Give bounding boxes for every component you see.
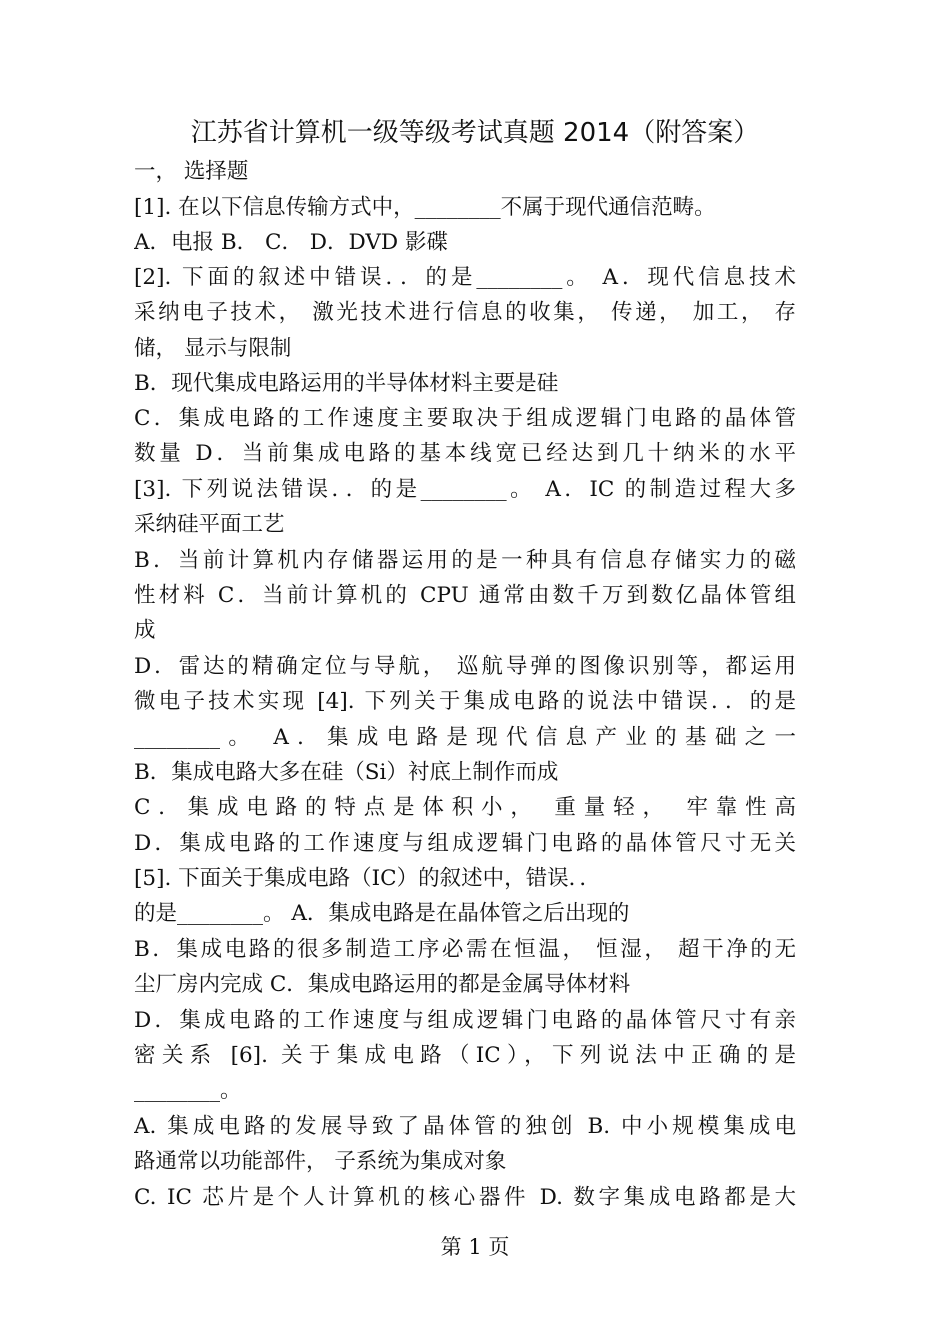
text-line: A. 集成电路的发展导致了晶体管的独创 B. 中小规模集成电 (134, 1114, 796, 1139)
text-line: 微电子技术实现 [4]. 下列关于集成电路的说法中错误．．的是 (134, 689, 796, 714)
text-line: C．集成电路的特点是体积小， 重量轻， 牢靠性高 (134, 795, 796, 820)
text-line: 的是________。 A．集成电路是在晶体管之后出现的 (134, 901, 630, 926)
text-line: 采纳电子技术， 激光技术进行信息的收集， 传递， 加工， 存 (134, 300, 796, 325)
text-line: [2]. 下面的叙述中错误．．的是________。 A．现代信息技术 (134, 265, 796, 290)
text-line: ________。 (134, 1078, 242, 1103)
text-line: 数量 D．当前集成电路的基本线宽已经达到几十纳米的水平 (134, 441, 796, 466)
text-line: B．当前计算机内存储器运用的是一种具有信息存储实力的磁 (134, 548, 796, 573)
page-number: 第 1 页 (440, 1235, 510, 1259)
text-line: [3]. 下列说法错误．．的是________。 A．IC 的制造过程大多 (134, 477, 796, 502)
section-heading: 一， 选择题 (134, 159, 249, 184)
text-line: 尘厂房内完成 C．集成电路运用的都是金属导体材料 (134, 972, 631, 997)
text-line: ________。 A．集成电路是现代信息产业的基础之一 (134, 725, 796, 750)
text-line: D．集成电路的工作速度与组成逻辑门电路的晶体管尺寸有亲 (134, 1008, 796, 1033)
text-line: [1]. 在以下信息传输方式中，________不属于现代通信范畴。 (134, 195, 716, 220)
text-line: C．集成电路的工作速度主要取决于组成逻辑门电路的晶体管 (134, 406, 796, 431)
document-title: 江苏省计算机一级等级考试真题 2014（附答案） (190, 118, 760, 148)
text-line: 储， 显示与限制 (134, 336, 292, 361)
text-line: 路通常以功能部件， 子系统为集成对象 (134, 1149, 507, 1174)
text-line: B．集成电路的很多制造工序必需在恒温， 恒湿， 超干净的无 (134, 937, 796, 962)
text-line: D．雷达的精确定位与导航， 巡航导弹的图像识别等，都运用 (134, 654, 796, 679)
text-line: [5]. 下面关于集成电路（IC）的叙述中，错误．． (134, 866, 601, 891)
text-line: 性材料 C．当前计算机的 CPU 通常由数千万到数亿晶体管组 (134, 583, 796, 608)
text-line: D．集成电路的工作速度与组成逻辑门电路的晶体管尺寸无关 (134, 831, 796, 856)
text-line: A．电报 B． C． D．DVD 影碟 (134, 230, 448, 255)
text-line: 成 (134, 618, 156, 643)
text-line: C. IC 芯片是个人计算机的核心器件 D. 数字集成电路都是大 (134, 1185, 796, 1210)
text-line: 密关系 [6]. 关于集成电路（IC），下列说法中正确的是 (134, 1043, 796, 1068)
text-line: 采纳硅平面工艺 (134, 512, 285, 537)
text-line: B．现代集成电路运用的半导体材料主要是硅 (134, 371, 559, 396)
text-line: B．集成电路大多在硅（Si）衬底上制作而成 (134, 760, 559, 785)
